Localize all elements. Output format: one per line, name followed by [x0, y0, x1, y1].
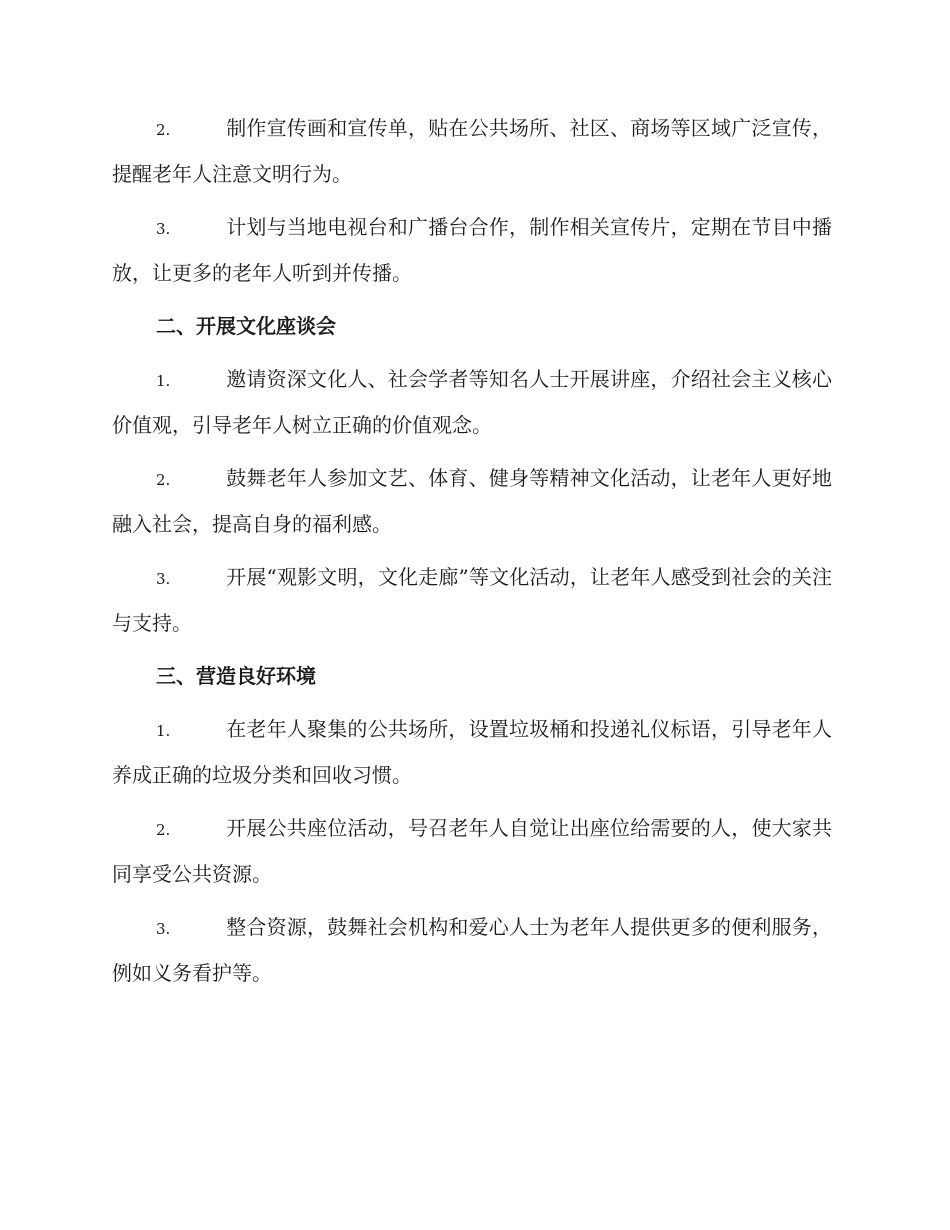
list-item	[112, 555, 832, 645]
item-text: 在老年人聚集的公共场所，设置垃圾桶和投递礼仪标语，引导老年人养成正确的垃圾分类和回收习惯。	[112, 717, 832, 787]
item-number: 3.	[156, 920, 171, 938]
item-text: 制作宣传画和宣传单，贴在公共场所、社区、商场等区域广泛宣传，提醒老年人注意文明行为。	[112, 116, 832, 186]
list-item	[112, 106, 832, 196]
document-page	[112, 106, 832, 1004]
list-item	[112, 905, 832, 995]
item-text: 开展公共座位活动，号召老年人自觉让出座位给需要的人，使大家共同享受公共资源。	[112, 816, 832, 886]
item-number: 1.	[156, 722, 171, 740]
list-item	[112, 707, 832, 797]
section-heading: 二、开展文化座谈会	[156, 314, 336, 338]
item-number: 2.	[156, 471, 171, 489]
item-number: 3.	[156, 220, 171, 238]
item-number: 3.	[156, 570, 171, 588]
list-item	[112, 205, 832, 295]
item-text: 鼓舞老年人参加文艺、体育、健身等精神文化活动，让老年人更好地融入社会，提高自身的福利感。	[112, 466, 832, 536]
item-text: 邀请资深文化人、社会学者等知名人士开展讲座，介绍社会主义核心价值观，引导老年人树立正确的价值观念。	[112, 367, 832, 437]
list-item	[112, 456, 832, 546]
item-number: 2.	[156, 821, 171, 839]
item-text: 计划与当地电视台和广播台合作，制作相关宣传片，定期在节目中播放，让更多的老年人听到并传播。	[112, 215, 832, 285]
item-number: 1.	[156, 372, 171, 390]
list-item	[112, 806, 832, 896]
item-text: 整合资源，鼓舞社会机构和爱心人士为老年人提供更多的便利服务，例如义务看护等。	[112, 915, 832, 985]
section-heading: 三、营造良好环境	[156, 664, 316, 688]
item-number: 2.	[156, 121, 171, 139]
item-text: 开展“观影文明，文化走廊”等文化活动，让老年人感受到社会的关注与支持。	[112, 565, 832, 635]
list-item	[112, 357, 832, 447]
